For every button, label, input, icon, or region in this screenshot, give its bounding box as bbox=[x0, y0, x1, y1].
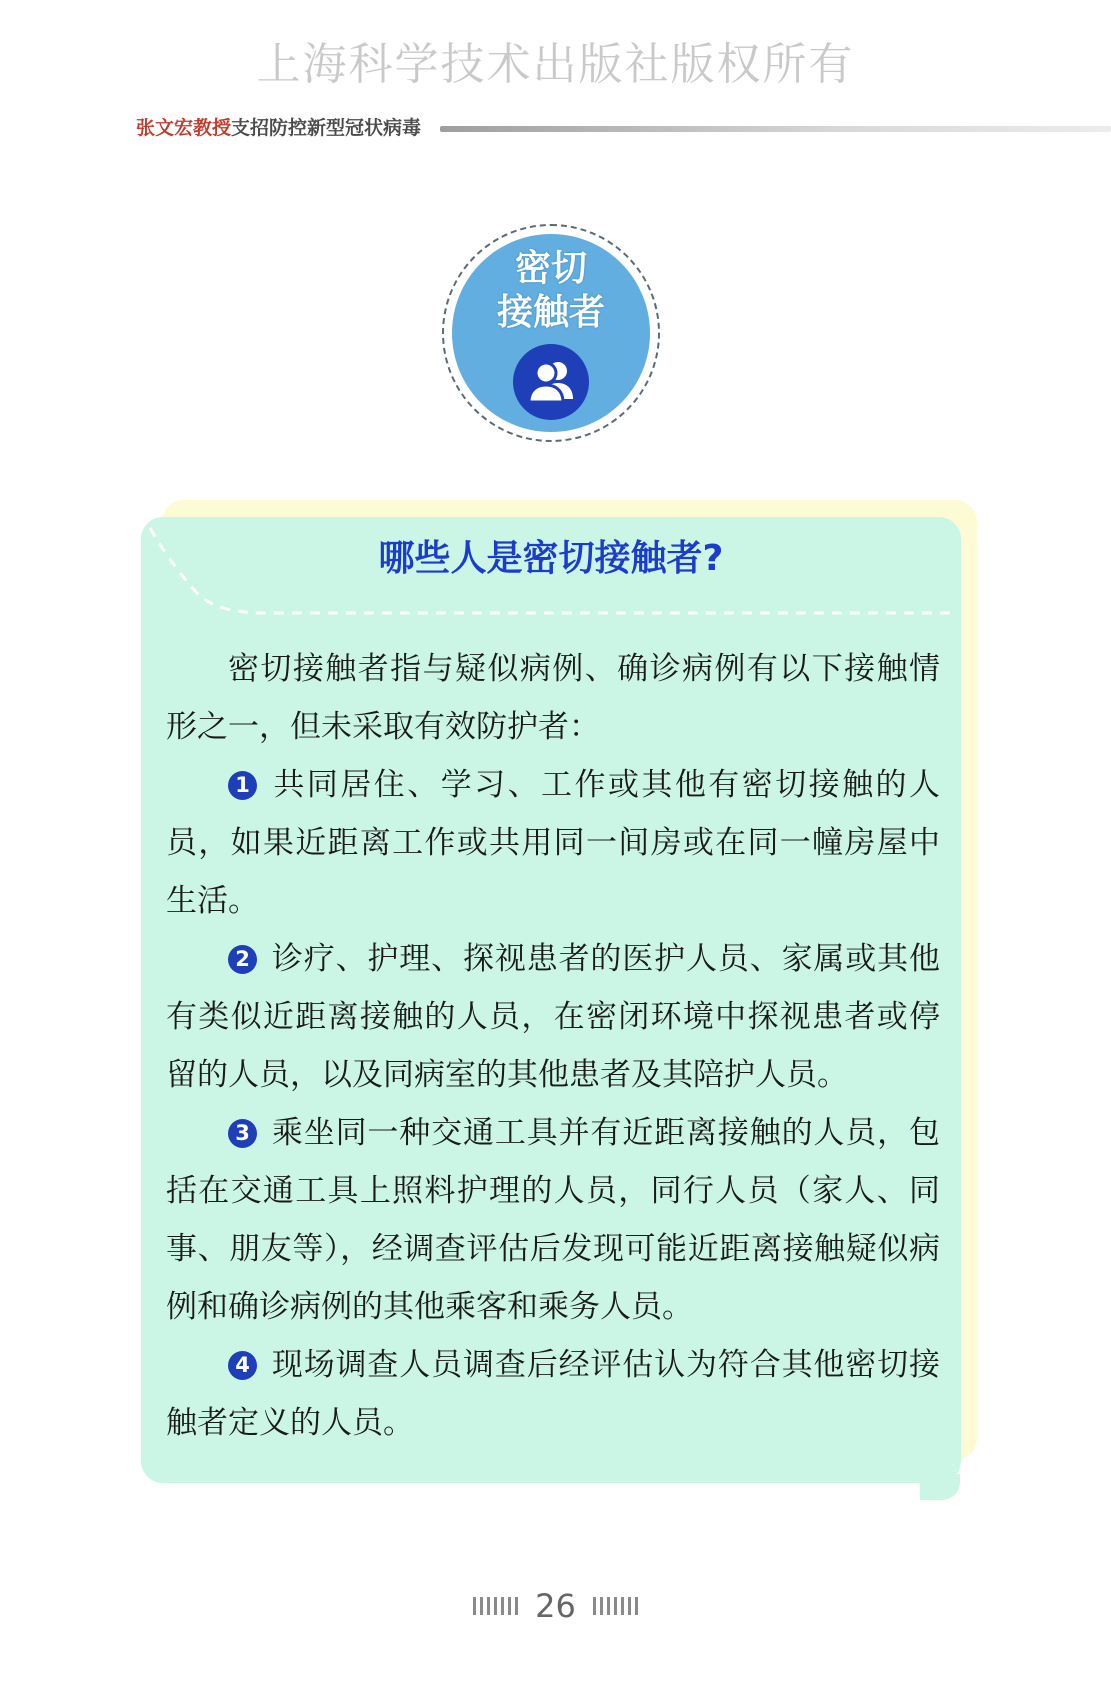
card-title: 哪些人是密切接触者? bbox=[378, 538, 724, 579]
card-body bbox=[166, 640, 940, 1452]
header-series-title: 支招防控新型冠状病毒 bbox=[231, 117, 422, 139]
number-badge-icon: 1 bbox=[228, 771, 257, 800]
header-author: 张文宏教授 bbox=[136, 117, 232, 139]
card-speech-tail bbox=[920, 1474, 960, 1500]
list-item-text: 现场调查人员调查后经评估认为符合其他密切接触者定义的人员。 bbox=[166, 1347, 940, 1441]
page-number-ticks-right bbox=[591, 1597, 640, 1615]
list-item bbox=[166, 756, 940, 930]
list-item-text: 诊疗、护理、探视患者的医护人员、家属或其他有类似近距离接触的人员，在密闭环境中探视患者或停留的人员，以及同病室的其他患者及其陪护人员。 bbox=[166, 941, 940, 1093]
list-item bbox=[166, 1104, 940, 1336]
page-number: 26 bbox=[535, 1587, 576, 1625]
page-footer bbox=[0, 1587, 1111, 1625]
emblem-title-line2: 接触者 bbox=[496, 292, 605, 333]
page-number-ticks-left bbox=[471, 1597, 520, 1615]
watermark: 上海科学技术出版社版权所有 bbox=[256, 39, 855, 90]
number-badge-icon: 3 bbox=[228, 1119, 257, 1148]
number-badge-icon: 2 bbox=[228, 945, 257, 974]
emblem-title-line1: 密切 bbox=[514, 248, 587, 289]
number-badge-icon: 4 bbox=[228, 1351, 257, 1380]
list-item-text: 乘坐同一种交通工具并有近距离接触的人员，包括在交通工具上照料护理的人员，同行人员（家人、同事、朋友等），经调查评估后发现可能近距离接触疑似病例和确诊病例的其他乘客和乘务人员。 bbox=[166, 1115, 940, 1325]
list-item bbox=[166, 930, 940, 1104]
list-item bbox=[166, 1336, 940, 1452]
intro-paragraph: 密切接触者指与疑似病例、确诊病例有以下接触情形之一，但未采取有效防护者： bbox=[166, 651, 940, 745]
list-item-text: 共同居住、学习、工作或其他有密切接触的人员，如果近距离工作或共用同一间房或在同一幢房屋中生活。 bbox=[166, 767, 940, 919]
